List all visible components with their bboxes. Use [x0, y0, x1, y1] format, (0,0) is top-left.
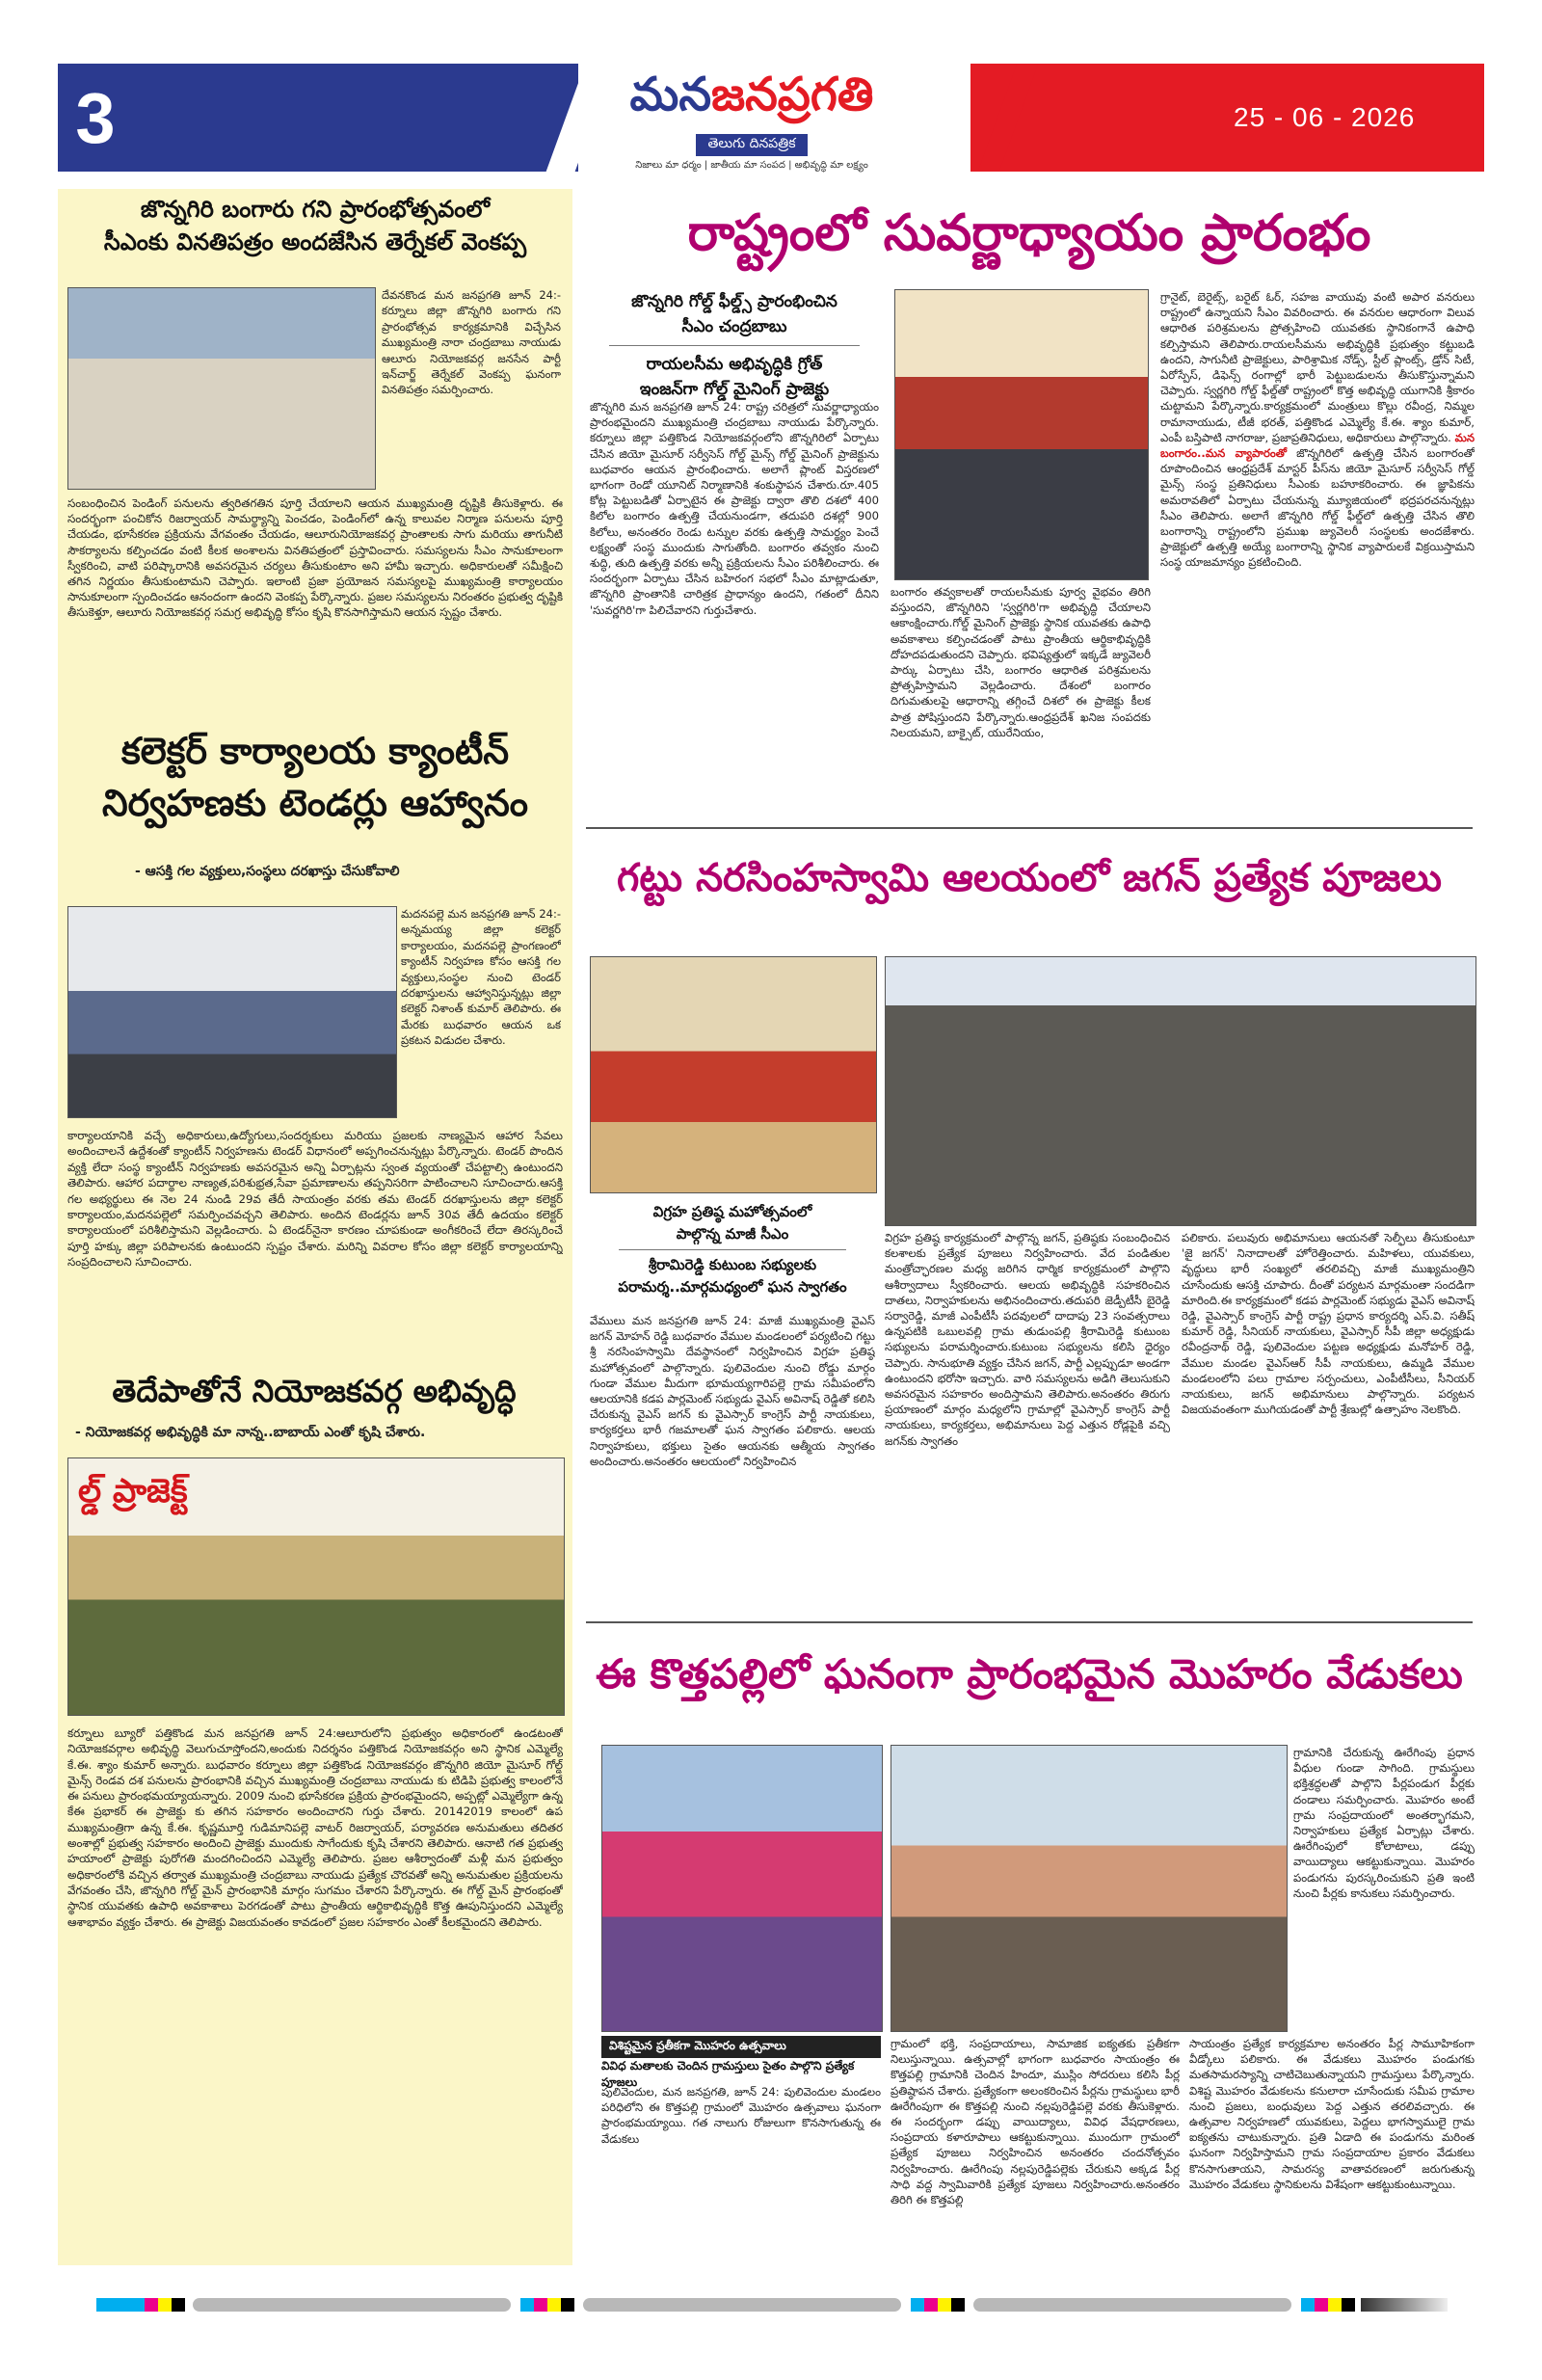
- divider: [586, 827, 1473, 829]
- photo-moharram-procession: [891, 1745, 1288, 2032]
- left-story2-subhead: - ఆసక్తి గల వ్యక్తులు,సంస్థలు దరఖాస్తు చేసుకోవాలి: [135, 864, 400, 879]
- col3-subhead: మన బంగారం..మన వ్యాపారంతో: [1160, 430, 1475, 461]
- photo-cm-gold-fields: [894, 289, 1149, 580]
- masthead-title-red: జనప్రగతి: [711, 67, 874, 121]
- right-story3-caption1: విశిష్టమైన ప్రతీకగా మొహరం ఉత్సవాలు: [601, 2036, 881, 2058]
- headline-line2: నిర్వహణకు టెండర్లు ఆహ్వానం: [101, 782, 529, 824]
- right-story1-headline: రాష్ట్రంలో సువర్ణాధ్యాయం ప్రారంభం: [687, 204, 1371, 262]
- headline-line1: కలెక్టర్ కార్యాలయ క్యాంటీన్: [120, 730, 510, 772]
- caption-line4: పరామర్శ..మార్గమధ్యంలో ఘన స్వాగతం: [618, 1278, 847, 1296]
- issue-date: 25 - 06 - 2026: [1234, 102, 1416, 132]
- photo-jagan-pooja: [590, 956, 877, 1193]
- right-story1-col1: జొన్నగిరి మన జనప్రగతి జూన్ 24: రాష్ట్ర చరిత్రలో సువర్ణాధ్యాయం ప్రారంభమైందని ముఖ్యమంత్రి చంద్రబాబు నాయుడు పేర్కొన్నారు. కర్నూలు జిల్లా పత్తికొండ నియోజకవర్గంలోని జొన్నగిరిలో ఏర్పాటు చేసిన జియో మైసూర్‌ సర్వీసెస్ గోల్డ్ మైన్స్ గోల్డ్ మైనింగ్ ప్రాజెక్టును బుధవారం ఆయన ప్రారంభించారు. అలాగే ప్లాంట్ విస్తరణలో భాగంగా రెండో యూనిట్ నిర్మాణానికి శంకుస్థాపన చేశారు.రూ.405 కోట్ల పెట్టుబడితో ఏర్పాటైన ఈ ప్రాజెక్టు ద్వారా తొలి దశలో 400 కిలోల బంగారం ఉత్పత్తి చేయనుండగా, తదుపరి దశల్లో 900 కిలోలు, అనంతరం రెండు టన్నుల వరకు ఉత్పత్తి సామర్థ్యం పెంచే లక్ష్యంతో సంస్థ ముందుకు సాగుతోంది. బంగారం తవ్వకం నుంచి శుద్ధి, తుది ఉత్పత్తి వరకు అన్నీ ప్రక్రియలను సీఎం పరిశీలించారు. ఈ సందర్భంగా ఏర్పాటు చేసిన బహిరంగ సభలో సీఎం మాట్లాడుతూ, జొన్నగిరి ప్రాంతానికి చారిత్రక ప్రాధాన్యం ఉందని, గతంలో దీనిని 'సువర్ణగిరి'గా పిలిచేవారని గుర్తుచేశారు.: [590, 400, 879, 617]
- photo-cm-petition: [67, 287, 376, 490]
- page-number: 3: [58, 64, 133, 172]
- right-story1-col2: బంగారం తవ్వకాలతో రాయలసీమకు పూర్వ వైభవం తిరిగి వస్తుందని, జొన్నగిరిని 'స్వర్ణగిరి'గా అభివృద్ధి చేయాలని ఆకాంక్షించారు.గోల్డ్ మైనింగ్ ప్రాజెక్టు స్థానిక యువతకు ఉపాధి అవకాశాలు కల్పించడంతో పాటు ప్రాంతీయ ఆర్థికాభివృద్ధికి దోహదపడుతుందని చెప్పారు. భవిష్యత్తులో ఇక్కడే జ్యువెలరీ పార్కు ఏర్పాటు చేసి, బంగారం ఆధారిత పరిశ్రమలను ప్రోత్సహిస్తామని వెల్లడించారు. దేశంలో బంగారం దిగుమతులపై ఆధారాన్ని తగ్గించే దిశలో ఈ ప్రాజెక్టు కీలక పాత్ర పోషిస్తుందని పేర్కొన్నారు.ఆంధ్రప్రదేశ్ ఖనిజ సంపదకు నిలయమని, బాక్సైట్, యురేనియం,: [891, 585, 1151, 739]
- deck-line4: ఇంజన్‌గా గోల్డ్ మైనింగ్ ప్రాజెక్టు: [639, 380, 830, 399]
- photo-moharram-peerlu: [601, 1745, 883, 2032]
- right-story3-col3: సాయంత్రం ప్రత్యేక కార్యక్రమాల అనంతరం పీర్ల సామూహికంగా వీడ్కోలు పలికారు. ఈ వేడుకలు మొహరం పండుగకు మతసామరస్యాన్ని చాటిచెబుతున్నాయని గ్రామస్తులు పేర్కొన్నారు. విశిష్ట మొహరం వేడుకలను కనులారా చూసేందుకు సమీప గ్రామాల నుంచి ప్రజలు, బంధువులు పెద్ద ఎత్తున తరలివచ్చారు. ఈ ఉత్సవాల నిర్వహణలో యువకులు, పెద్దలు భాగస్వాములై గ్రామ ఐక్యతను చాటుకున్నారు. ప్రతి ఏడాది ఈ పండుగను మరింత ఘనంగా నిర్వహిస్తామని గ్రామ సంప్రదాయాల ప్రకారం వేడుకలు కొనసాగుతాయని, సామరస్య వాతావరణంలో జరుగుతున్న మొహరం వేడుకలు స్థానికులను విశేషంగా ఆకట్టుకుంటున్నాయి.: [1189, 2037, 1475, 2191]
- headline-line1: జొన్నగిరి బంగారు గని ప్రారంభోత్సవంలో: [140, 196, 491, 223]
- photo-mla-speech: [67, 1457, 565, 1716]
- caption-line1: విగ్రహ ప్రతిష్ఠ మహోత్సవంలో: [652, 1203, 812, 1220]
- left-story2-headline: [67, 725, 563, 829]
- deck-line2: సీఎం చంద్రబాబు: [681, 317, 787, 336]
- left-story1-body: సంబంధించిన పెండింగ్ పనులను త్వరితగతిన పూర్తి చేయాలని ఆయన ముఖ్యమంత్రి దృష్టికి తీసుకెళ్లారు. ఈ సందర్భంగా పంచికోన రిజర్వాయర్ సామర్థ్యాన్ని పెంచడం, పెండింగ్‌లో ఉన్న కాలువల నిర్మాణ పనులను పూర్తి చేయడం, భూసేకరణ ప్రక్రియను వేగవంతం చేయడం, ఆలూరునియోజకవర్గ ప్రాంతాలకు సాగు మరియు తాగునీటి సౌకర్యాలను కల్పించడం వంటి కీలక అంశాలను వినతిపత్రంలో ప్రస్తావించారు. సమస్యలను సీఎం సానుకూలంగా స్వీకరించి, వాటి పరిష్కారానికి అవసరమైన చర్యలు తీసుకుంటాం అని హామీ ఇచ్చారు. అధికారులతో సమీక్షించి తగిన నిర్ణయం తీసుకుంటామని చెప్పారు. ఇలాంటి ప్రజా ప్రయోజన సమస్యలపై ముఖ్యమంత్రి కార్యాలయం సానుకూలంగా స్పందించడం ఆనందంగా ఉందని వెంకప్ప పేర్కొన్నారు. ప్రజల సమస్యలను నిరంతరం ప్రభుత్వ దృష్టికి తీసుకెళ్తూ, ఆలూరు నియోజకవర్గ సమగ్ర అభివృద్ధి కోసం కృషి కొనసాగిస్తామని ఆయన స్పష్టం చేశారు.: [67, 496, 563, 620]
- right-story3-col1: పులివెందుల, మన జనప్రగతి, జూన్ 24: పులివెందుల మండలం పరిధిలోని ఈ కొత్తపల్లి గ్రామంలో మొహరం ఉత్సవాలు ఘనంగా ప్రారంభమయ్యాయి. గత నాలుగు రోజులుగా కొనసాగుతున్న ఈ వేడుకలు: [601, 2085, 881, 2146]
- masthead-subtitle: తెలుగు దినపత్రిక: [696, 134, 807, 156]
- right-story3-col2: గ్రామంలో భక్తి, సంప్రదాయాలు, సామాజిక ఐక్యతకు ప్రతీకగా నిలుస్తున్నాయి. ఉత్సవాల్లో భాగంగా బుధవారం సాయంత్రం ఈ కొత్తపల్లి గ్రామానికి చెందిన హిందూ, ముస్లిం సోదరులు కలిసి పీర్ల ప్రతిష్ఠాపన చేశారు. ప్రత్యేకంగా అలంకరించిన పీర్లను గ్రామస్థులు భారీ ఊరేగింపుగా ఈ కొత్తపల్లి నుంచి నల్లపురెడ్డిపల్లె వరకు తీసుకెళ్లారు. ఈ సందర్భంగా డప్పు వాయిద్యాలు, వివిధ వేషధారణలు, సంప్రదాయ కళారూపాలు ఆకట్టుకున్నాయి. ముందుగా గ్రామంలో ప్రత్యేక పూజలు నిర్వహించిన అనంతరం చందనోత్సవం నిర్వహించారు. ఊరేగింపు నల్లపురెడ్డిపల్లెకు చేరుకుని అక్కడ పీర్ల సాధి వద్ద స్వామివారికి ప్రత్యేక పూజలు నిర్వహించారు.అనంతరం తిరిగి ఈ కొత్తపల్లి: [891, 2037, 1180, 2207]
- right-story3-headline: ఈ కొత్తపల్లిలో ఘనంగా ప్రారంభమైన మొహరం వేడుకలు: [596, 1650, 1463, 1698]
- right-story1-deck: [590, 289, 879, 402]
- banner-text: ల్డ్ ప్రాజెక్ట్: [78, 1472, 188, 1511]
- col3-text: గ్రానైట్, బెరైట్స్, బరైట్ ఓర్, సహజ వాయువు వంటి అపార వనరులు రాష్ట్రంలో ఉన్నాయని సీఎం వివరించారు. ఈ వనరుల ఆధారంగా విలువ ఆధారిత పరిశ్రమలను ప్రోత్సహించి యువతకు స్థానికంగానే ఉపాధి కల్పిస్తామని తెలిపారు.రాయలసీమను అభివృద్ధికి ప్రభుత్వం కట్టుబడి ఉందని, సాగునీటి ప్రాజెక్టులు, పారిశ్రామిక నోడ్స్, స్టీల్ ప్లాంట్స్, డ్రోన్ సిటీ, ఏరోస్పేస్, డిఫెన్స్ రంగాల్లో భారీ పెట్టుబడులను తీసుకొస్తున్నామని చెప్పారు. స్వర్ణగిరి గోల్డ్ ఫీల్డ్‌తో రాష్ట్రంలో కొత్త అభివృద్ధి యుగానికి శ్రీకారం చుట్టామని పేర్కొన్నారు.కార్యక్రమంలో మంత్రులు కొల్లు రవీంద్ర, నిమ్మల రామానాయుడు, టీజీ భరత్, పత్తికొండ ఎమ్మెల్యే కే.ఈ. శ్యాం కుమార్, ఎంపీ బస్తిపాటి నాగరాజు, ప్రజాప్రతినిధులు, అధికారులు పాల్గొన్నారు.: [1160, 290, 1475, 444]
- right-story3-side: గ్రామానికి చేరుకున్న ఊరేగింపు ప్రధాన వీధుల గుండా సాగింది. గ్రామస్థులు భక్తిశ్రద్ధలతో పాల్గొని పీర్లపండుగ పీర్లకు దండాలు సమర్పించారు. మొహరం అంటే గ్రామ సంప్రదాయంలో అంతర్భాగమని, నిర్వాహకులు ప్రత్యేక ఏర్పాట్లు చేశారు. ఊరేగింపులో కోలాటాలు, డప్పు వాయిద్యాలు ఆకట్టుకున్నాయి. మొహరం పండుగను పురస్కరించుకుని ప్రతి ఇంటి నుంచి పీర్లకు కానుకలు సమర్పించారు.: [1293, 1746, 1475, 1900]
- right-story1-col3: [1160, 289, 1475, 814]
- headline-line2: సీఎంకు వినతిపత్రం అందజేసిన తెర్నేకల్ వెంకప్ప: [103, 228, 527, 255]
- left-story2-lead: మదనపల్లె మన జనప్రగతి జూన్ 24:- అన్నమయ్య జిల్లా కలెక్టర్ కార్యాలయం, మదనపల్లె ప్రాంగణంలో క్యాంటీన్ నిర్వహణ కోసం ఆసక్తి గల వ్యక్తులు,సంస్థల నుంచి టెండర్ దరఖాస్తులను ఆహ్వానిస్తున్నట్లు జిల్లా కలెక్టర్ నిశాంత్ కుమార్ తెలిపారు. ఈ మేరకు బుధవారం ఆయన ఒక ప్రకటన విడుదల చేశారు.: [401, 907, 561, 1048]
- deck-line1: జొన్నగిరి గోల్డ్ ఫీల్డ్స్ ప్రారంభించిన: [631, 292, 837, 311]
- right-story2-col1: వేములు మన జనప్రగతి జూన్ 24: మాజీ ముఖ్యమంత్రి వైఎస్ జగన్ మోహన్ రెడ్డి బుధవారం వేముల మండలంలో పర్యటించి గట్టు శ్రీ నరసింహస్వామి దేవస్థానంలో నిర్వహించిన విగ్రహ ప్రతిష్ఠ మహోత్సవంలో పాల్గొన్నారు. పులివెందుల నుంచి రోడ్డు మార్గం గుండా వేముల మీదుగా భూమయ్యగారిపల్లె గ్రామ సమీపంలోని ఆలయానికి కడప పార్లమెంట్ సభ్యుడు వైఎస్ అవినాష్ రెడ్డితో కలిసి చేరుకున్న వైఎస్ జగన్ కు వైఎస్సార్ కాంగ్రెస్ పార్టీ నాయకులు, కార్యకర్తలు భారీ గజమాలతో ఘన స్వాగతం పలికారు. ఆలయ నిర్వాహకులు, భక్తులు సైతం ఆయనకు ఆత్మీయ స్వాగతం అందించారు.అనంతరం ఆలయంలో నిర్వహించిన: [590, 1314, 875, 1468]
- left-story3-subhead: - నియోజకవర్గ అభివృద్ధికి మా నాన్న..బాబాయ్ ఎంతో కృషి చేశారు.: [75, 1425, 426, 1440]
- left-story1-lead: దేవనకొండ మన జనప్రగతి జూన్ 24:-కర్నూలు జిల్లా జొన్నగిరి బంగారు గని ప్రారంభోత్సవ కార్యక్రమానికి విచ్చేసిన ముఖ్యమంత్రి నారా చంద్రబాబు నాయుడు ఆలూరు నియోజకవర్గ జనసేన పార్టీ ఇన్‌చార్జ్ తెర్నేకల్ వెంకప్ప ఘనంగా వినతిపత్రం సమర్పించారు.: [382, 288, 561, 397]
- right-story2-col2: విగ్రహ ప్రతిష్ఠ కార్యక్రమంలో పాల్గొన్న జగన్, ప్రతిష్ఠకు సంబంధించిన కలశాలకు ప్రత్యేక పూజలు నిర్వహించారు. వేద పండితుల మంత్రోచ్ఛారణల మధ్య జరిగిన ధార్మిక కార్యక్రమంలో పాల్గొని ఆశీర్వాదాలు స్వీకరించారు. ఆలయ అభివృద్ధికి సహకరించిన దాతలు, నిర్వాహకులను అభినందించారు.తదుపరి జెడ్పీటీసీ బైరెడ్డి సర్వారెడ్డి, మాజీ ఎంపీటీసీ పదవులలో దాదాపు 23 సంవత్సరాలు ఉన్నపటికి ఒబులవల్లి గ్రామ తుడుంపల్లి శ్రీరామిరెడ్డి కుటుంబ సభ్యులను పరామర్శించారు.కుటుంబ సభ్యులను కలిసి ధైర్యం చెప్పారు. సానుభూతి వ్యక్తం చేసిన జగన్, పార్టీ ఎల్లప్పుడూ అండగా ఉంటుందని భరోసా ఇచ్చారు. వారి సమస్యలను అడిగి తెలుసుకుని అవసరమైన సహకారం అందిస్తామని తెలిపారు.అనంతరం తిరుగు ప్రయాణంలో మార్గం మధ్యలోని గ్రామాల్లో వైఎస్సార్ కాంగ్రెస్ పార్టీ నాయకులు, కార్యకర్తలు, అభిమానులు పెద్ద ఎత్తున రోడ్లపైకి వచ్చి జగన్‌కు స్వాగతం: [885, 1231, 1170, 1448]
- photo-jagan-crowd: [885, 956, 1476, 1226]
- caption-line2: పాల్గొన్న మాజీ సీఎం: [676, 1225, 789, 1243]
- divider: [586, 1621, 1473, 1623]
- right-story2-col3: పలికారు. పలువురు అభిమానులు ఆయనతో సెల్ఫీలు తీసుకుంటూ 'జై జగన్' నినాదాలతో హోరెత్తించారు. మహిళలు, యువకులు, వృద్ధులు భారీ సంఖ్యలో తరలివచ్చి మాజీ ముఖ్యమంత్రిని చూసేందుకు ఆసక్తి చూపారు. దీంతో పర్యటన మార్గమంతా సందడిగా మారింది.ఈ కార్యక్రమంలో కడప పార్లమెంట్ సభ్యుడు వైఎస్ అవినాష్ రెడ్డి, వైఎస్సార్ కాంగ్రెస్ పార్టీ రాష్ట్ర ప్రధాన కార్యదర్శి ఎస్.వి. సతీష్ కుమార్ రెడ్డి, సీనియర్ నాయకులు, వైఎస్సార్ సీపీ జిల్లా అధ్యక్షుడు రవీంద్రనాథ్ రెడ్డి, పులివెందుల పట్టణ అధ్యక్షుడు మనోహర్ రెడ్డి, వేముల మండల వైఎస్ఆర్ సీపీ నాయకులు, ఉమ్మడి వేముల మండలంలోని పలు గ్రామాల సర్పంచులు, ఎంపీటీసీలు, సీనియర్ నాయకులు, జగన్ అభిమానులు పాల్గొన్నారు. పర్యటన విజయవంతంగా ముగియడంతో పార్టీ శ్రేణుల్లో ఉత్సాహం నెలకొంది.: [1182, 1231, 1475, 1417]
- left-story3-body: కర్నూలు బ్యూరో పత్తికొండ మన జనప్రగతి జూన్ 24:ఆలూరులోని ప్రభుత్వం అధికారంలో ఉండటంతో నియోజకవర్గాల అభివృద్ధి వెలుగుచూస్తోందని,అందుకు నిదర్శనం పత్తికొండ నియోజకవర్గం అని స్థానిక ఎమ్మెల్యే కే.ఈ. శ్యాం కుమార్ అన్నారు. బుధవారం కర్నూలు జిల్లా పత్తికొండ నియోజకవర్గం జొన్నగిరి జియో మైసూర్ గోల్డ్ మైన్స్ రెండవ దశ పనులను ప్రారంభానికి వచ్చిన ముఖ్యమంత్రి చంద్రబాబు నాయుడు కు టిడిపి ప్రభుత్వ కాలంలోనే ఈ పనులు ప్రారంభమయ్యాయన్నారు. 2009 నుంచి భూసేకరణ ప్రక్రియ ప్రారంభమైందని, అప్పట్లో ఎమ్మెల్యేగా ఉన్న కేఈ ప్రభాకర్ ఈ ప్రాజెక్టు కు తగిన సహకారం అందించారని గుర్తు చేశారు. 20142019 కాలంలో ఉప ముఖ్యమంత్రిగా ఉన్న కే.ఈ. కృష్ణమూర్తి గుడిమానిపల్లె వాటర్ రిజర్వాయర్, పర్యావరణ అనుమతులు తదితర అంశాల్లో ప్రభుత్వ సహకారం అందించి ప్రాజెక్టు ముందుకు సాగేందుకు కృషి చేశారని తెలిపారు. ఆనాటి గత ప్రభుత్వ హయాంలో ప్రాజెక్టు పురోగతి మందగించిందని ఎమ్మెల్యే తెలిపారు. ప్రజల ఆశీర్వాదంతో మళ్లీ మన ప్రభుత్వం అధికారంలోకి వచ్చిన తర్వాత ముఖ్యమంత్రి చంద్రబాబు నాయుడు ప్రత్యేక చొరవతో అన్ని అనుమతుల ప్రక్రియలను వేగవంతం చేసి, జొన్నగిరి గోల్డ్ మైన్ ప్రారంభానికి మార్గం సుగమం చేశారని పేర్కొన్నారు. ఈ గోల్డ్ మైన్ ప్రారంభంతో స్థానిక యువతకు ఉపాధి అవకాశాలు పెరగడంతో పాటు ప్రాంతీయ ఆర్థికాభివృద్ధికి కొత్త ఊపునిస్తుందని ఎమ్మెల్యే ఆశాభావం వ్యక్తం చేశారు. ఈ ప్రాజెక్టు విజయవంతం కావడంలో ప్రజల సహకారం ఎంతో కీలకమైందని తెలిపారు.: [67, 1726, 563, 1929]
- left-story2-body: కార్యాలయానికి వచ్చే అధికారులు,ఉద్యోగులు,సందర్శకులు మరియు ప్రజలకు నాణ్యమైన ఆహార సేవలు అందించాలనే ఉద్దేశంతో క్యాంటీన్ నిర్వహణను టెండర్ విధానంలో అప్పగించనున్నట్లు పేర్కొన్నారు. టెండర్ పొందిన వ్యక్తి లేదా సంస్థ క్యాంటీన్ నిర్వహణకు అవసరమైన అన్ని ఏర్పాట్లను స్వంత వ్యయంతో చేపట్టాల్సి ఉంటుందని తెలిపారు. ఆహార పదార్థాల నాణ్యత,పరిశుభ్రత,సేవా ప్రమాణాలను తప్పనిసరిగా పాటించాలని సూచించారు.ఆసక్తి గల అభ్యర్థులు ఈ నెల 24 నుండి 29వ తేదీ సాయంత్రం వరకు తమ టెండర్ దరఖాస్తులను జిల్లా కలెక్టర్ కార్యాలయం,మదనపల్లెలో సమర్పించవచ్చని తెలిపారు. అందిన టెండర్లను జూన్ 30వ తేదీ ఉదయం కలెక్టర్ కార్యాలయంలో పరిశీలిస్తామని వెల్లడించారు. ఏ టెండర్‌నైనా కారణం చూపకుండా అంగీకరించే లేదా తిరస్కరించే పూర్తి హక్కు జిల్లా పరిపాలనకు ఉంటుందని స్పష్టం చేశారు. మరిన్ని వివరాల కోసం జిల్లా కలెక్టర్ కార్యాలయాన్ని సంప్రదించాలని సూచించారు.: [67, 1129, 563, 1270]
- right-story3-caption2: వివిధ మతాలకు చెందిన గ్రామస్తులు సైతం పాల్గొని ప్రత్యేక పూజలు: [601, 2059, 855, 2089]
- left-story3-headline: తెదేపాతోనే నియోజకవర్గ అభివృద్ధి: [112, 1373, 517, 1409]
- photo-collector-meeting: [67, 906, 397, 1118]
- masthead-logo: [578, 64, 925, 172]
- print-registration-strip: [39, 2294, 1503, 2323]
- caption-line3: శ్రీరామిరెడ్డి కుటుంబ సభ్యులకు: [648, 1256, 817, 1273]
- masthead-tagline: నిజాలు మా ధర్మం | జాతీయ మా సంపద | అభివృద్ధి మా లక్ష్యం: [635, 160, 868, 171]
- right-story2-caption: [590, 1201, 875, 1298]
- masthead-title-blue: మన: [629, 67, 712, 121]
- col3-tail: జొన్నగిరిలో ఉత్పత్తి చేసిన బంగారంతో రూపొందించిన ఆంధ్రప్రదేశ్ మాస్టర్ పీస్‌ను జియో మైసూర్ సర్వీసెస్ గోల్డ్ మైన్స్ సంస్థ ప్రతినిధులు సీఎంకు బహూకరించారు. ఈ జ్ఞాపికను అమరావతిలో ఏర్పాటు చేయనున్న మ్యూజియంలో భద్రపరచనున్నట్లు సీఎం తెలిపారు. అలాగే జొన్నగిరి గోల్డ్ ఫీల్డ్‌లో ఉత్పత్తి చేసిన తొలి బంగారాన్ని రాష్ట్రంలోని ప్రముఖ జ్యువెలరీ సంస్థలకు అందజేశారు. ప్రాజెక్టులో ఉత్పత్తి అయ్యే బంగారాన్ని స్థానిక వ్యాపారులకే విక్రయిస్తామని సంస్థ యాజమాన్యం ప్రకటించింది.: [1160, 446, 1475, 570]
- deck-line3: రాయలసీమ అభివృద్ధికి గ్రోత్: [646, 355, 823, 374]
- left-story1-headline: [67, 193, 563, 258]
- right-story2-headline: గట్టు నరసింహస్వామి ఆలయంలో జగన్ ప్రత్యేక పూజలు: [617, 856, 1442, 900]
